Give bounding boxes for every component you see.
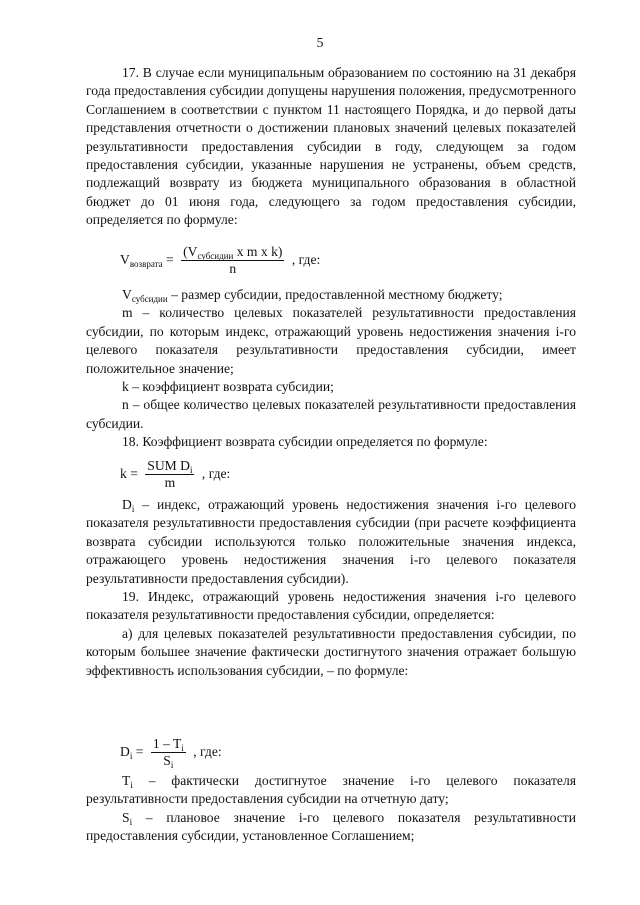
formula-return-volume [120,244,320,277]
definition-t: $T_i$ – фактически достигнутое значение i-го целевого показателя результативности предоставления субсидии на отчетную дату; [86,773,576,807]
page-number: 5 [316,35,324,50]
formula3-numerator-sub: i [181,743,184,753]
formula3-denominator-sub: i [170,760,174,770]
formula3-eq: = [132,744,144,760]
formula1-lhs: V [120,252,130,268]
paragraph-19a: а) для целевых показателей результативности предоставления субсидии, по которым большее значение фактически достигнутого значения отражает большую эффективность использования субсидии, – по формуле: [86,625,576,678]
formula-return-coefficient [120,458,230,491]
formula1-eq: = [162,252,174,268]
formula1-denominator: n [229,261,237,276]
formula3-numerator: 1 – T [152,736,182,751]
definitions-block-2 [86,496,576,680]
formula1-fraction [181,244,284,277]
formula1-numerator-sub: субсидии [197,251,234,261]
paragraph-17-block [86,64,576,230]
definition-n: n – общее количество целевых показателей результативности предоставления субсидии. [86,397,576,431]
formula2-fraction [145,458,194,491]
paragraph-19: 19. Индекс, отражающий уровень недостижения значения i-го целевого показателя результативности предоставления субсидии, определяется: [86,589,576,623]
formula2-numerator-sub: i [189,465,193,475]
formula1-numerator-rest: x m x k) [233,244,283,259]
definitions-block-3 [86,772,576,846]
formula3-tail: , где: [193,744,222,760]
formula1-tail: , где: [291,252,321,268]
formula3-lhs: D [120,744,130,760]
formula2-tail: , где: [201,466,231,482]
definition-v: $V_{субсидии}$ – размер субсидии, предоставленной местному бюджету; [122,287,503,304]
formula3-fraction [151,736,186,769]
definition-m: m – количество целевых показателей результативности предоставления субсидии, по которым индекс, отражающий уровень недостижения значения i-го целевого показателя результативности предоставления субсидии, имеет положительное значение; [86,305,576,376]
definition-d: $D_i$ – индекс, отражающий уровень недостижения значения i-го целевого показателя результативности предоставления субсидии (при расчете коэффициента возврата субсидии используются только положительные значения индекса, отражающего уровень недостижения значения i-го целевого показателя результативности предоставления субсидии). [86,497,576,586]
definitions-block-1 [86,286,576,452]
definition-k: k – коэффициент возврата субсидии; [122,379,334,395]
formula2-numerator: SUM D [147,458,190,473]
formula1-numerator: (V [183,244,198,259]
formula2-denominator: m [164,475,176,490]
formula3-lhs-sub: i [129,751,133,762]
definition-s: $S_i$ – плановое значение i-го целевого показателя результативности предоставления субсидии, установленное Соглашением; [86,809,576,844]
formula1-lhs-sub: возврата [129,259,163,270]
paragraph-18: 18. Коэффициент возврата субсидии определяется по формуле: [122,434,488,450]
paragraph-17: 17. В случае если муниципальным образованием по состоянию на 31 декабря года предоставления субсидии допущены нарушения положения, предусмотренного Соглашением в соответствии с пунктом 11 настоящего Порядка, и до первой даты представления отчетности о достижении плановых значений целевых показателей результативности предоставления субсидии в году, следующем за годом предоставления субсидии, указанные нарушения не устранены, объем средств, подлежащий возврату из бюджета муниципального образования в областной бюджет до 01 июня года, следующего за годом предоставления субсидии, определяется по формуле: [86,65,576,228]
formula2-lhs: k = [120,466,138,482]
formula3-denominator: S [163,753,171,768]
formula-index [120,736,222,769]
